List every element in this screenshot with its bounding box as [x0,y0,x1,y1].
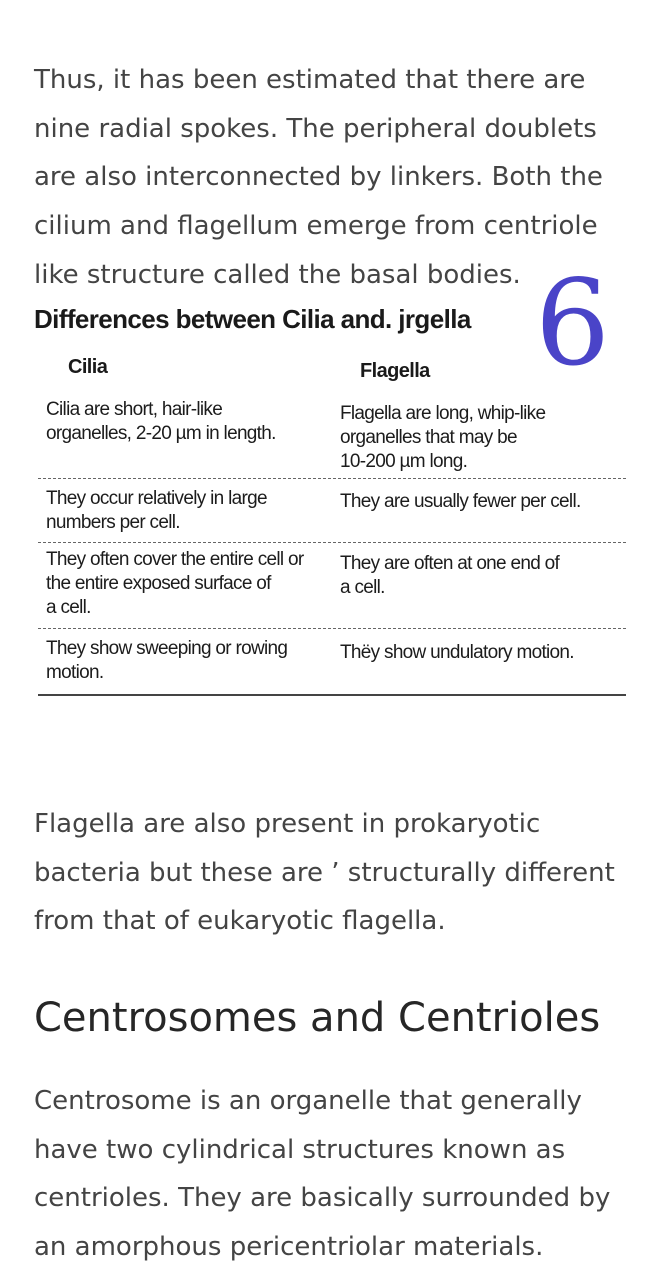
row-1-cilia-cell [46,398,276,446]
cell-line: Flagella are long, whip-like [340,403,546,424]
cell-line: the entire exposed surface of [46,573,271,594]
row-2-flagella-cell [340,490,581,514]
cell-line: They are often at one end of [340,553,560,574]
section-heading: Centrosomes and Centrioles [34,995,601,1041]
cell-line: a cell. [340,577,385,598]
column-header-flagella: Flagella [360,360,430,382]
cell-line: Thëy show undulatory motion. [340,642,574,663]
cell-line: motion. [46,662,104,683]
cell-line: a cell. [46,597,91,618]
row-3-cilia-cell [46,548,303,620]
centrosome-paragraph: Centrosome is an organelle that generally have two cylindrical structures known as centrioles. They are basically surrounded by an amorphous pericentriolar materials. [34,1086,611,1263]
cell-line: numbers per cell. [46,512,180,533]
row-4-cilia-cell [46,637,287,685]
overlay-number: 6 [535,254,611,392]
cell-line: They are usually fewer per cell. [340,491,581,512]
row-1-flagella-cell [340,402,545,474]
cell-line: organelles, 2-20 µm in length. [46,423,276,444]
row-4-flagella-cell [340,641,574,665]
intro-paragraph: Thus, it has been estimated that there are nine radial spokes. The peripheral doublets are also interconnected by linkers. Both the cilium and flagellum emerge from centriole like structure called the basal bodies. [34,65,603,290]
cell-line: They show sweeping or rowing [46,638,288,659]
cell-line: They occur relatively in large [46,488,267,509]
row-divider [38,628,626,629]
row-2-cilia-cell [46,487,267,535]
flagella-paragraph: Flagella are also present in prokaryotic bacteria but these are ’ structurally different from that of eukaryotic flagella. [34,809,615,937]
column-header-cilia: Cilia [68,356,108,378]
row-3-flagella-cell [340,552,559,600]
cell-line: Cilia are short, hair-like [46,399,223,420]
table-title: Differences between Cilia and. jrgella [34,304,471,334]
cell-line: 10-200 µm long. [340,451,468,472]
cell-line: They often cover the entire cell or [46,549,304,570]
row-divider [38,478,626,479]
table-bottom-rule [38,694,626,696]
row-divider [38,542,626,543]
cell-line: organelles that may be [340,427,517,448]
cilia-flagella-table-image [0,254,672,716]
